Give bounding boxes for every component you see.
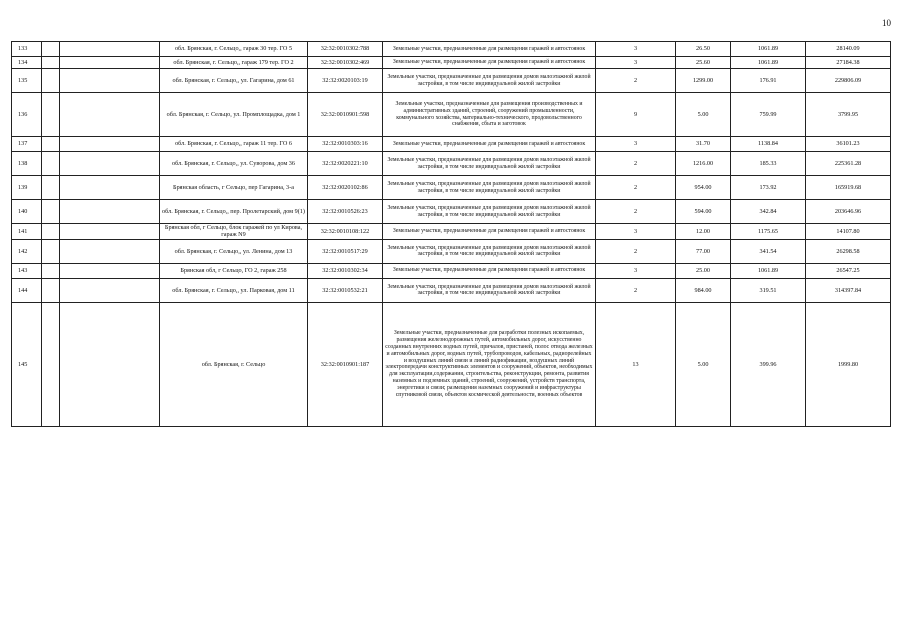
row-number: 136: [12, 93, 42, 137]
address-cell: обл. Брянская, г. Сельцо,, гараж 30 тер. ГО 5: [160, 42, 308, 57]
specific-value-cell: 176.91: [731, 69, 806, 93]
land-use-cell: Земельные участки, предназначенные для размещения производственных и административных зданий, строений, сооружений промышленности, коммунального хозяйства, материально-технического, продовольственного снабжения, сбыта и заготовок: [383, 93, 596, 137]
spacer-cell: [42, 302, 60, 426]
area-cell: 984.00: [676, 278, 731, 302]
specific-value-cell: 185.33: [731, 152, 806, 176]
area-cell: 77.00: [676, 239, 731, 263]
table-row: [12, 278, 891, 302]
row-number: 140: [12, 200, 42, 224]
table-row: [12, 69, 891, 93]
spacer-cell: [60, 239, 160, 263]
group-cell: 2: [596, 176, 676, 200]
table-row: [12, 57, 891, 69]
spacer-cell: [42, 263, 60, 278]
cadastral-value-cell: 26547.25: [806, 263, 891, 278]
group-cell: 2: [596, 152, 676, 176]
spacer-cell: [60, 42, 160, 57]
land-use-cell: Земельные участки, предназначенные для размещения домов малоэтажной жилой застройки, в том числе индивидуальной жилой застройки: [383, 69, 596, 93]
specific-value-cell: 1138.84: [731, 137, 806, 152]
spacer-cell: [60, 69, 160, 93]
land-use-cell: Земельные участки, предназначенные для размещения гаражей и автостоянок: [383, 224, 596, 240]
area-cell: 25.00: [676, 263, 731, 278]
cadastral-number-cell: 32:32:0010302:34: [308, 263, 383, 278]
spacer-cell: [42, 224, 60, 240]
table-row: [12, 176, 891, 200]
land-use-cell: Земельные участки, предназначенные для размещения домов малоэтажной жилой застройки, в том числе индивидуальной жилой застройки: [383, 152, 596, 176]
row-number: 138: [12, 152, 42, 176]
address-cell: Брянская обл, г Сельцо, блок гаражей по ул Кирова, гараж N9: [160, 224, 308, 240]
land-use-cell: Земельные участки, предназначенные для размещения гаражей и автостоянок: [383, 42, 596, 57]
row-number: 134: [12, 57, 42, 69]
group-cell: 2: [596, 239, 676, 263]
table-row: [12, 263, 891, 278]
address-cell: обл. Брянская, г. Сельцо,, ул. Суворова, дом 36: [160, 152, 308, 176]
cadastral-number-cell: 32:32:0020102:86: [308, 176, 383, 200]
spacer-cell: [60, 137, 160, 152]
specific-value-cell: 319.51: [731, 278, 806, 302]
group-cell: 2: [596, 278, 676, 302]
row-number: 139: [12, 176, 42, 200]
area-cell: 5.00: [676, 302, 731, 426]
address-cell: обл. Брянская, г. Сельцо,, пер. Пролетарский, дом 9(1): [160, 200, 308, 224]
cadastral-number-cell: 32:32:0020103:19: [308, 69, 383, 93]
group-cell: 9: [596, 93, 676, 137]
area-cell: 954.00: [676, 176, 731, 200]
cadastral-number-cell: 32:32:0020221:10: [308, 152, 383, 176]
spacer-cell: [60, 263, 160, 278]
row-number: 144: [12, 278, 42, 302]
specific-value-cell: 1061.89: [731, 57, 806, 69]
cadastral-value-cell: 36101.23: [806, 137, 891, 152]
cadastral-number-cell: 32:32:0010901:598: [308, 93, 383, 137]
cadastral-value-cell: 314397.84: [806, 278, 891, 302]
table-row: [12, 302, 891, 426]
cadastral-value-cell: 14107.80: [806, 224, 891, 240]
table-row: [12, 152, 891, 176]
group-cell: 3: [596, 263, 676, 278]
row-number: 135: [12, 69, 42, 93]
cadastral-number-cell: 32:32:0010517:29: [308, 239, 383, 263]
spacer-cell: [42, 42, 60, 57]
table-row: [12, 137, 891, 152]
address-cell: обл. Брянская, г. Сельцо,, ул. Ленина, дом 13: [160, 239, 308, 263]
spacer-cell: [42, 239, 60, 263]
cadastral-number-cell: 32:32:0010901:187: [308, 302, 383, 426]
address-cell: обл. Брянская, г. Сельцо,, ул. Гагарина, дом 61: [160, 69, 308, 93]
spacer-cell: [42, 93, 60, 137]
address-cell: Брянская обл, г Сельцо, ГО 2, гараж 258: [160, 263, 308, 278]
specific-value-cell: 1061.89: [731, 263, 806, 278]
spacer-cell: [60, 176, 160, 200]
address-cell: обл. Брянская, г. Сельцо,, гараж 11 тер. ГО 6: [160, 137, 308, 152]
spacer-cell: [60, 302, 160, 426]
cadastral-value-cell: 229806.09: [806, 69, 891, 93]
land-use-cell: Земельные участки, предназначенные для разработки полезных ископаемых, размещения железнодорожных путей, автомобильных дорог, искусственно созданных внутренних водных путей, причалов, пристаней, полос отвода железных и автомобильных дорог, водных путей, трубопроводов, кабельных, радиорелейных и воздушных линий связи и линий радиофикации, воздушных линий электропередачи конструктивных элементов и сооружений, объектов, необходимых для эксплуатации,содержания, строительства, реконструкции, ремонта, развития наземных и подземных зданий, строений, сооружений, устройств транспорта, энергетики и связи; размещения наземных сооружений и инфраструктуры спутниковой связи, объектов космической деятельности, военных объектов: [383, 302, 596, 426]
table-body: [12, 42, 891, 427]
row-number: 133: [12, 42, 42, 57]
cadastral-number-cell: 32:32:0010302:788: [308, 42, 383, 57]
row-number: 142: [12, 239, 42, 263]
cadastral-value-cell: 165919.68: [806, 176, 891, 200]
specific-value-cell: 342.84: [731, 200, 806, 224]
spacer-cell: [42, 152, 60, 176]
group-cell: 2: [596, 200, 676, 224]
spacer-cell: [60, 57, 160, 69]
land-use-cell: Земельные участки, предназначенные для размещения гаражей и автостоянок: [383, 137, 596, 152]
land-use-cell: Земельные участки, предназначенные для размещения домов малоэтажной жилой застройки, в том числе индивидуальной жилой застройки: [383, 200, 596, 224]
specific-value-cell: 399.96: [731, 302, 806, 426]
land-use-cell: Земельные участки, предназначенные для размещения гаражей и автостоянок: [383, 57, 596, 69]
spacer-cell: [42, 200, 60, 224]
cadastral-value-cell: 225361.28: [806, 152, 891, 176]
land-use-cell: Земельные участки, предназначенные для размещения гаражей и автостоянок: [383, 263, 596, 278]
spacer-cell: [60, 278, 160, 302]
cadastral-number-cell: 32:32:0010303:16: [308, 137, 383, 152]
area-cell: 26.50: [676, 42, 731, 57]
table-row: [12, 224, 891, 240]
group-cell: 3: [596, 42, 676, 57]
row-number: 145: [12, 302, 42, 426]
area-cell: 31.70: [676, 137, 731, 152]
address-cell: обл. Брянская, г. Сельцо, ул. Промплощадка, дом 1: [160, 93, 308, 137]
area-cell: 1216.00: [676, 152, 731, 176]
cadastral-value-cell: 3799.95: [806, 93, 891, 137]
cadastral-number-cell: 32:32:0010532:21: [308, 278, 383, 302]
spacer-cell: [42, 176, 60, 200]
row-number: 143: [12, 263, 42, 278]
cadastral-number-cell: 32:32:0010108:122: [308, 224, 383, 240]
area-cell: 594.00: [676, 200, 731, 224]
specific-value-cell: 173.92: [731, 176, 806, 200]
land-use-cell: Земельные участки, предназначенные для размещения домов малоэтажной жилой застройки, в том числе индивидуальной жилой застройки: [383, 176, 596, 200]
address-cell: обл. Брянская, г. Сельцо,, ул. Парковая, дом 11: [160, 278, 308, 302]
address-cell: Брянская область, г Сельцо, пер Гагарина, 3-а: [160, 176, 308, 200]
group-cell: 2: [596, 69, 676, 93]
land-use-cell: Земельные участки, предназначенные для размещения домов малоэтажной жилой застройки, в том числе индивидуальной жилой застройки: [383, 278, 596, 302]
cadastral-value-cell: 203646.96: [806, 200, 891, 224]
area-cell: 12.00: [676, 224, 731, 240]
spacer-cell: [60, 152, 160, 176]
spacer-cell: [60, 200, 160, 224]
land-plots-table: [11, 41, 891, 427]
area-cell: 25.60: [676, 57, 731, 69]
spacer-cell: [60, 93, 160, 137]
row-number: 141: [12, 224, 42, 240]
group-cell: 3: [596, 137, 676, 152]
table-row: [12, 200, 891, 224]
page-number: 10: [882, 18, 891, 28]
spacer-cell: [42, 57, 60, 69]
cadastral-value-cell: 1999.80: [806, 302, 891, 426]
cadastral-number-cell: 32:32:0010302:469: [308, 57, 383, 69]
cadastral-value-cell: 27184.38: [806, 57, 891, 69]
table-row: [12, 93, 891, 137]
specific-value-cell: 1175.65: [731, 224, 806, 240]
group-cell: 13: [596, 302, 676, 426]
area-cell: 5.00: [676, 93, 731, 137]
specific-value-cell: 341.54: [731, 239, 806, 263]
cadastral-value-cell: 26298.58: [806, 239, 891, 263]
address-cell: обл. Брянская, г. Сельцо: [160, 302, 308, 426]
spacer-cell: [60, 224, 160, 240]
land-use-cell: Земельные участки, предназначенные для размещения домов малоэтажной жилой застройки, в том числе индивидуальной жилой застройки: [383, 239, 596, 263]
row-number: 137: [12, 137, 42, 152]
cadastral-number-cell: 32:32:0010526:23: [308, 200, 383, 224]
address-cell: обл. Брянская, г. Сельцо,, гараж 179 тер. ГО 2: [160, 57, 308, 69]
area-cell: 1299.00: [676, 69, 731, 93]
spacer-cell: [42, 69, 60, 93]
spacer-cell: [42, 278, 60, 302]
specific-value-cell: 759.99: [731, 93, 806, 137]
group-cell: 3: [596, 57, 676, 69]
table-row: [12, 42, 891, 57]
group-cell: 3: [596, 224, 676, 240]
specific-value-cell: 1061.89: [731, 42, 806, 57]
spacer-cell: [42, 137, 60, 152]
cadastral-value-cell: 28140.09: [806, 42, 891, 57]
table-row: [12, 239, 891, 263]
